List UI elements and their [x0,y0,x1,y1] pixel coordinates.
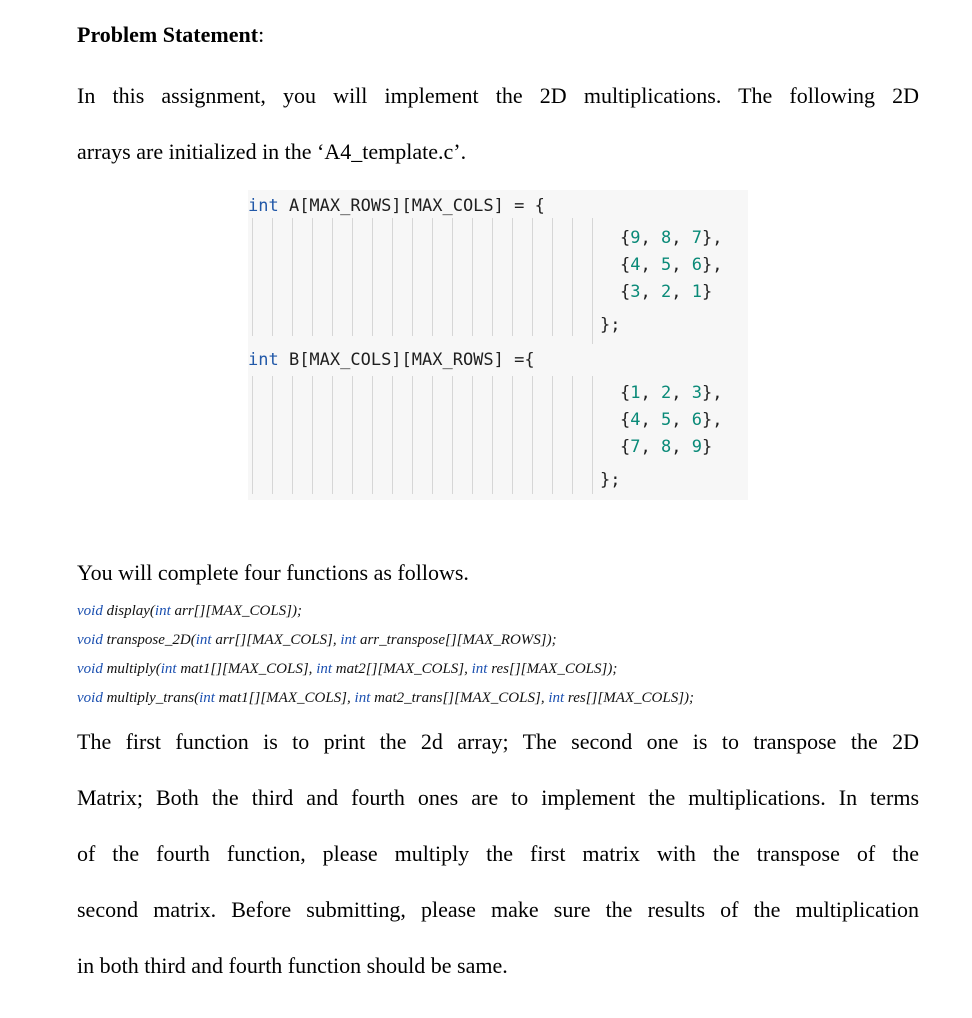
problem-statement-heading [77,22,264,48]
return-type: void [77,690,103,706]
description-line-5: in both third and fourth function should be same. [77,953,508,978]
array-b-row: {1, 2, 3}, [620,383,723,403]
return-type: void [77,661,103,677]
return-type: void [77,632,103,648]
code-block [248,190,748,500]
description-line-1: The first function is to print the 2d array; The second one is to transpose the 2D [77,729,919,754]
array-a-declaration: int A[MAX_ROWS][MAX_COLS] = { [248,196,545,216]
prototype-transpose: void transpose_2D(int arr[][MAX_COLS], int arr_transpose[][MAX_ROWS]); [77,632,557,648]
array-b-row: {4, 5, 6}, [620,410,723,430]
heading-title: Problem Statement [77,22,259,47]
functions-intro: You will complete four functions as follows. [77,560,469,585]
array-b-close: }; [600,470,621,490]
prototype-multiply: void multiply(int mat1[][MAX_COLS], int mat2[][MAX_COLS], int res[][MAX_COLS]); [77,661,618,677]
return-type: void [77,603,103,619]
intro-line-1: In this assignment, you will implement the 2D multiplications. The following 2D [77,83,919,108]
prototype-display: void display(int arr[][MAX_COLS]); [77,603,303,619]
array-a-row: {3, 2, 1} [620,282,713,302]
description-line-4: second matrix. Before submitting, please make sure the results of the multiplication [77,897,919,922]
array-a-close: }; [600,315,621,335]
array-a-row: {4, 5, 6}, [620,255,723,275]
description-line-3: of the fourth function, please multiply the first matrix with the transpose of the [77,841,919,866]
intro-line-2: arrays are initialized in the ‘A4_template.c’. [77,139,467,164]
prototype-multiply-trans: void multiply_trans(int mat1[][MAX_COLS], int mat2_trans[][MAX_COLS], int res[][MAX_COLS]); [77,690,695,706]
array-a-row: {9, 8, 7}, [620,228,723,248]
array-b-row: {7, 8, 9} [620,437,713,457]
description-line-2: Matrix; Both the third and fourth ones are to implement the multiplications. In terms [77,785,919,810]
array-b-declaration: int B[MAX_COLS][MAX_ROWS] ={ [248,350,535,370]
heading-colon: : [258,22,265,47]
